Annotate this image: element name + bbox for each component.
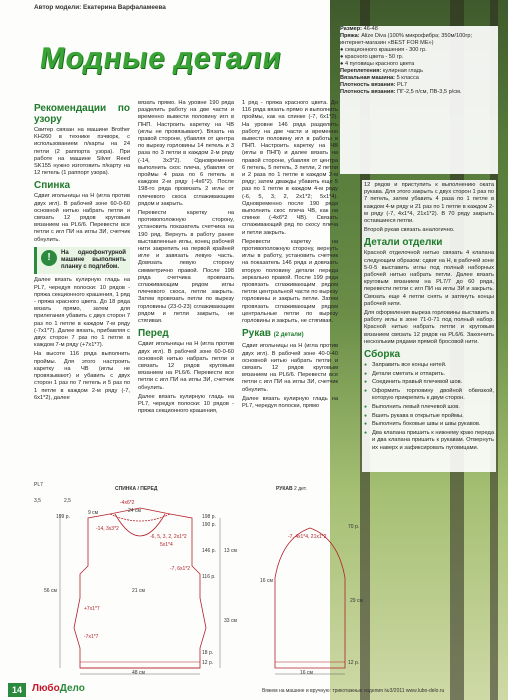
pattern-diagram <box>20 478 480 678</box>
row-label: 190 р. <box>202 522 216 528</box>
page-number: 14 <box>8 683 26 697</box>
shape-label: -7, 4х1*4, 21х1*2 <box>288 534 327 540</box>
dim-label: 24 см <box>128 508 141 514</box>
list-item: ● Заправить все концы нитей. <box>372 362 494 369</box>
shape-label: -14, 3х3*2 <box>96 526 119 532</box>
footer-note: Вяжем на машине и вручную: трикотажные изделия №3/2011 www.lubo-delo.ru <box>262 688 445 694</box>
spec-item: ● 4 пуговицы красного цвета <box>340 61 415 67</box>
dim-label: 33 см <box>224 618 237 624</box>
heading-assembly: Сборка <box>364 349 401 361</box>
heading-recommendations: Рекомендации по узору <box>34 103 130 125</box>
list-item: ● Детали сметать и отпарить. <box>372 371 494 378</box>
heading-trim: Детали отделки <box>364 237 443 249</box>
heading-front: Перед <box>138 328 169 340</box>
row-label: 12 р. <box>202 660 214 666</box>
shape-label: -6, 5, 3, 2, 2х1*2 <box>150 534 187 540</box>
row-label: 146 р. <box>202 548 216 554</box>
dim-label: 16 см <box>260 578 273 584</box>
row-label: 18 р. <box>202 650 214 656</box>
spec-item: ● секционного крашения - 300 гр. <box>340 47 427 53</box>
column-4: 12 рядов и приступить к выполнению оката рукава. Для этого закрыть с двух сторон 1 раз по 7 петель, затем убавить 4 раза по 1 петле в каждом 4-м ряду и 21 раз по 1 петле в каждом 2-м ряду (-7, 4х1*4, 21х1*2). В 70 ряду закрыть оставшиеся петли. Второй рукав связать аналогично. Детали отделки Красной отделочной нитью связать 4 клапана следующим образом: сдвиг на Н, в рабочей зоне 5-0-5 выставить иглы под полный наборных рабочей нитью набрать петли. Далее вязать круговым вязанием на PL7/7 до 60 ряда, перевести петли с игл ПИ на иглы ЗИ и закрыть. Связать еще 4 петли снять и затянуть концы рабочей нити. Для оформления выреза горловины выставить в работу иглы в зоне 71-0-71 под полный набор. Красной нитью набрать петли и круговым вязанием связать 12 рядов на PL6/6. Закончить нескольким рядами прямой бросовой нити. Сборка ● Заправить все концы нитей. ● Детали сметать и отпарить. ● Соединить правый плечевой шов. ● Оформить горловину двойной обвязкой, которую прикрепить к двум сторон. ● Выполнить левый плечевой шов. ● Вшить рукава в открытые проймы. ● Выполнить боковые швы и швы рукавов. ● Два клапана пришить к нижнему краю переда и два клапана пришить к рукавам. Отвернуть их наверх и зафиксировать пуговицами. <box>362 180 496 472</box>
dim-label: 9 см <box>88 510 99 516</box>
row-label: 199 р. <box>56 514 70 520</box>
info-icon: ! <box>41 250 57 266</box>
dim-label: 3,5 <box>34 498 41 504</box>
brand-logo: ЛюбоДело <box>32 683 85 694</box>
dim-label: 56 см <box>44 588 57 594</box>
heading-sleeve: Рукав (2 детали) <box>242 328 304 340</box>
row-label: 12 р. <box>348 660 360 666</box>
heading-back: Спинка <box>34 180 71 192</box>
spec-box: Размер: 46-48 Пряжа: Alize Diva (100% микрофибра; 350м/100гр; интернет-магазин «BEST FOR ME») ● секционного крашения - 300 гр. ● красного цвета - 50 гр. ● 4 пуговицы красного цвета Переплетения: кулирная гладь Вязальная машина: 5 класса Плотность вязания: PL7 Плотность вязания: ПГ-2,5 п/см, ПВ-3,5 р/см. <box>340 26 498 174</box>
list-item: ● Вшить рукава в открытые проймы. <box>372 413 494 420</box>
shape-label: 5х1*4 <box>160 542 173 548</box>
shape-label: -7, 6х1*2 <box>170 566 191 572</box>
dim-label: 48 см <box>132 670 145 676</box>
assembly-list <box>364 362 494 452</box>
dim-label: 2,5 <box>64 498 71 504</box>
list-item: ● Выполнить левый плечевой шов. <box>372 404 494 411</box>
back-front-schematic <box>20 478 360 678</box>
dim-label: 16 см <box>300 670 313 676</box>
page-title: Модные детали <box>37 42 284 75</box>
dim-label: 29 см <box>350 598 363 604</box>
dim-label: 21 см <box>132 588 145 594</box>
row-label: 70 р. <box>348 524 360 530</box>
spec-item: ● красного цвета - 50 гр. <box>340 54 404 60</box>
author-line: Автор модели: Екатерина Варфаламеева <box>34 4 166 11</box>
dim-label: 13 см <box>224 548 237 554</box>
shape-label: +7х1*7 <box>84 606 100 612</box>
column-3: 1 ряд - пряжа красного цвета. До 116 ряда вязать прямо и выполнить проймы, как на спинке (-7, 6х1*2). На уровне 146 ряда разделить работу на две части и временно вывести половину игл в работы в ПНП. Настроить каретку на ЧВ (иглы в ПНП) и далее вязать на правой стороне, убавляя от центра 6 петель, 5 петель, 3 петли, 2 петли и 2 раза по 1 петле в каждом 2-м ряду; затем дважды убавить еще 5 раз по 1 петле в каждом 4-м ряду (-6, 5, 3, 2, 2х1*2; 5х1*4). Одновременно после 190 ряда выполнить скос плеча ЧВ, как на спинке (-4х6*2 ЧВ). Связать сглаживающий ряд по скосу плеча и петли закрыть. Перевести каретку на противоположную сторону, вернуть иглы в работу, установить счетчик на показатель 146 ряда и довязать вторую половину детали переда зеркально правой. После 199 ряда провязать сглаживающим рядом петли центральной части по вырезу горловины и закрыть петли. Затем провязать сглаживающим рядом центральные петли по вырезу горловины и закрыть, не стягивая. Рукав (2 детали) Сдвиг игольницы на Н (игла против двух игл). В рабочей зоне 40-0-40 основной нитью набрать петли и связать 12 рядов круговым вязанием на PL6/6. Перевести все петли с игл ПИ на иглы ЗИ, счетчик обнулить. Далее вязать кулирную гладь на PL7, чередуя полоски, прямо <box>242 100 338 409</box>
shape-label: -7х1*7 <box>84 634 99 640</box>
dim-label: PL7 <box>34 482 43 488</box>
row-label: 116 р. <box>202 574 216 580</box>
column-1: Рекомендации по узору Свитер связан на машине Brother KH260 в технике пэчворк, с использованием п/карты на 24 петли (2 раппорта узора). При работе на машине Silver Reed SK155 нужно изготовить п/карту на 12 петель (1 раппорт узора). Спинка Сдвиг игольницы на Н (игла против двух игл). В рабочей зоне 60-0-60 основной нитью набрать петли и связать 12 рядов круговым вязанием на PL6/6. Перевести все петли с игл ПИ на иглы ЗИ, счетчик обнулить. ! На однофонтурной машине выполнить планку с подгибом. Далее вязать кулирную гладь на PL7, чередуя полоски: 10 рядов - пряжа секционного крашения, 1 ряд - пряжа красного цвета. До 18 ряда вязать прямо, затем для прилегания убавить с двух сторон 7 раз по 1 петле в каждом 7-м ряду (-7х1*7). Далее вязать, прибавляя с двух сторон 7 раз по 1 петле в каждом 7-м ряду (+7х1*7). На высоте 116 ряда выполнить проймы. Для этого настроить каретку на ЧВ (иглы не провязывают) и убавить с двух сторон 1 раз по 7 петель и 5 раз по 1 петле в каждом 2-м ряду (-7, 6х1*2), далее <box>34 103 130 401</box>
list-item: ● Соединить правый плечевой шов. <box>372 379 494 386</box>
row-label: 198 р. <box>202 514 216 520</box>
list-item: ● Два клапана пришить к нижнему краю переда и два клапана пришить к рукавам. Отвернуть их наверх и зафиксировать пуговицами. <box>372 430 494 452</box>
diagram-sleeve-label: РУКАВ 2 дет. <box>276 486 307 492</box>
diagram-back-label: СПИНКА / ПЕРЕД <box>115 486 158 492</box>
column-2: вязать прямо. На уровне 190 ряда разделить работу на две части и временно вывести половину игл в ПНП. Настроить каретку на ЧВ (иглы не провязывают). Вязать на правой стороне, убавляя от центра по вырезу горловины 14 петель и 3 раза по 3 петли в каждом 2-м ряду (-14, 3х3*2). Одновременно выполнить скос плеча, убавляя от проймы 4 раза по 6 петель в каждом 2-м ряду (-4х6*2). После 198-го ряда провязать 2 иглы от плечевого скоса сглаживающим рядом и закрыть. Перевести каретку на противоположную сторону, установить показатель счетчика на 190 ряд. Вернуть в работу ранее выставленные иглы, конец рабочей нити закрепить на первой крайней игле и завязать левую часть. Довязать левую сторону симметрично правой. После 198 ряда счетчика провязать сглаживающим рядом иглы плечевого скоса, петли закрыть. Затем провязать петли по вырезу горловины (23-0-23) сглаживающим рядом и петли закрыть, не стягивая. Перед Сдвиг игольницы на Н (игла против двух игл). В рабочей зоне 60-0-60 основной нитью набрать петли и связать 12 рядов круговым вязанием на PL6/6. Перевести все петли с игл ПИ на иглы ЗИ, счетчик обнулить. Далее вязать кулирную гладь на PL7, чередуя полоски: 10 рядов - пряжа секционного крашения, <box>138 100 234 415</box>
shape-label: -4х6*2 <box>120 500 135 506</box>
list-item: ● Выполнить боковые швы и швы рукавов. <box>372 421 494 428</box>
list-item: ● Оформить горловину двойной обвязкой, которую прикрепить к двум сторон. <box>372 388 494 402</box>
tip-box: ! На однофонтурной машине выполнить планку с подгибом. <box>34 247 130 275</box>
